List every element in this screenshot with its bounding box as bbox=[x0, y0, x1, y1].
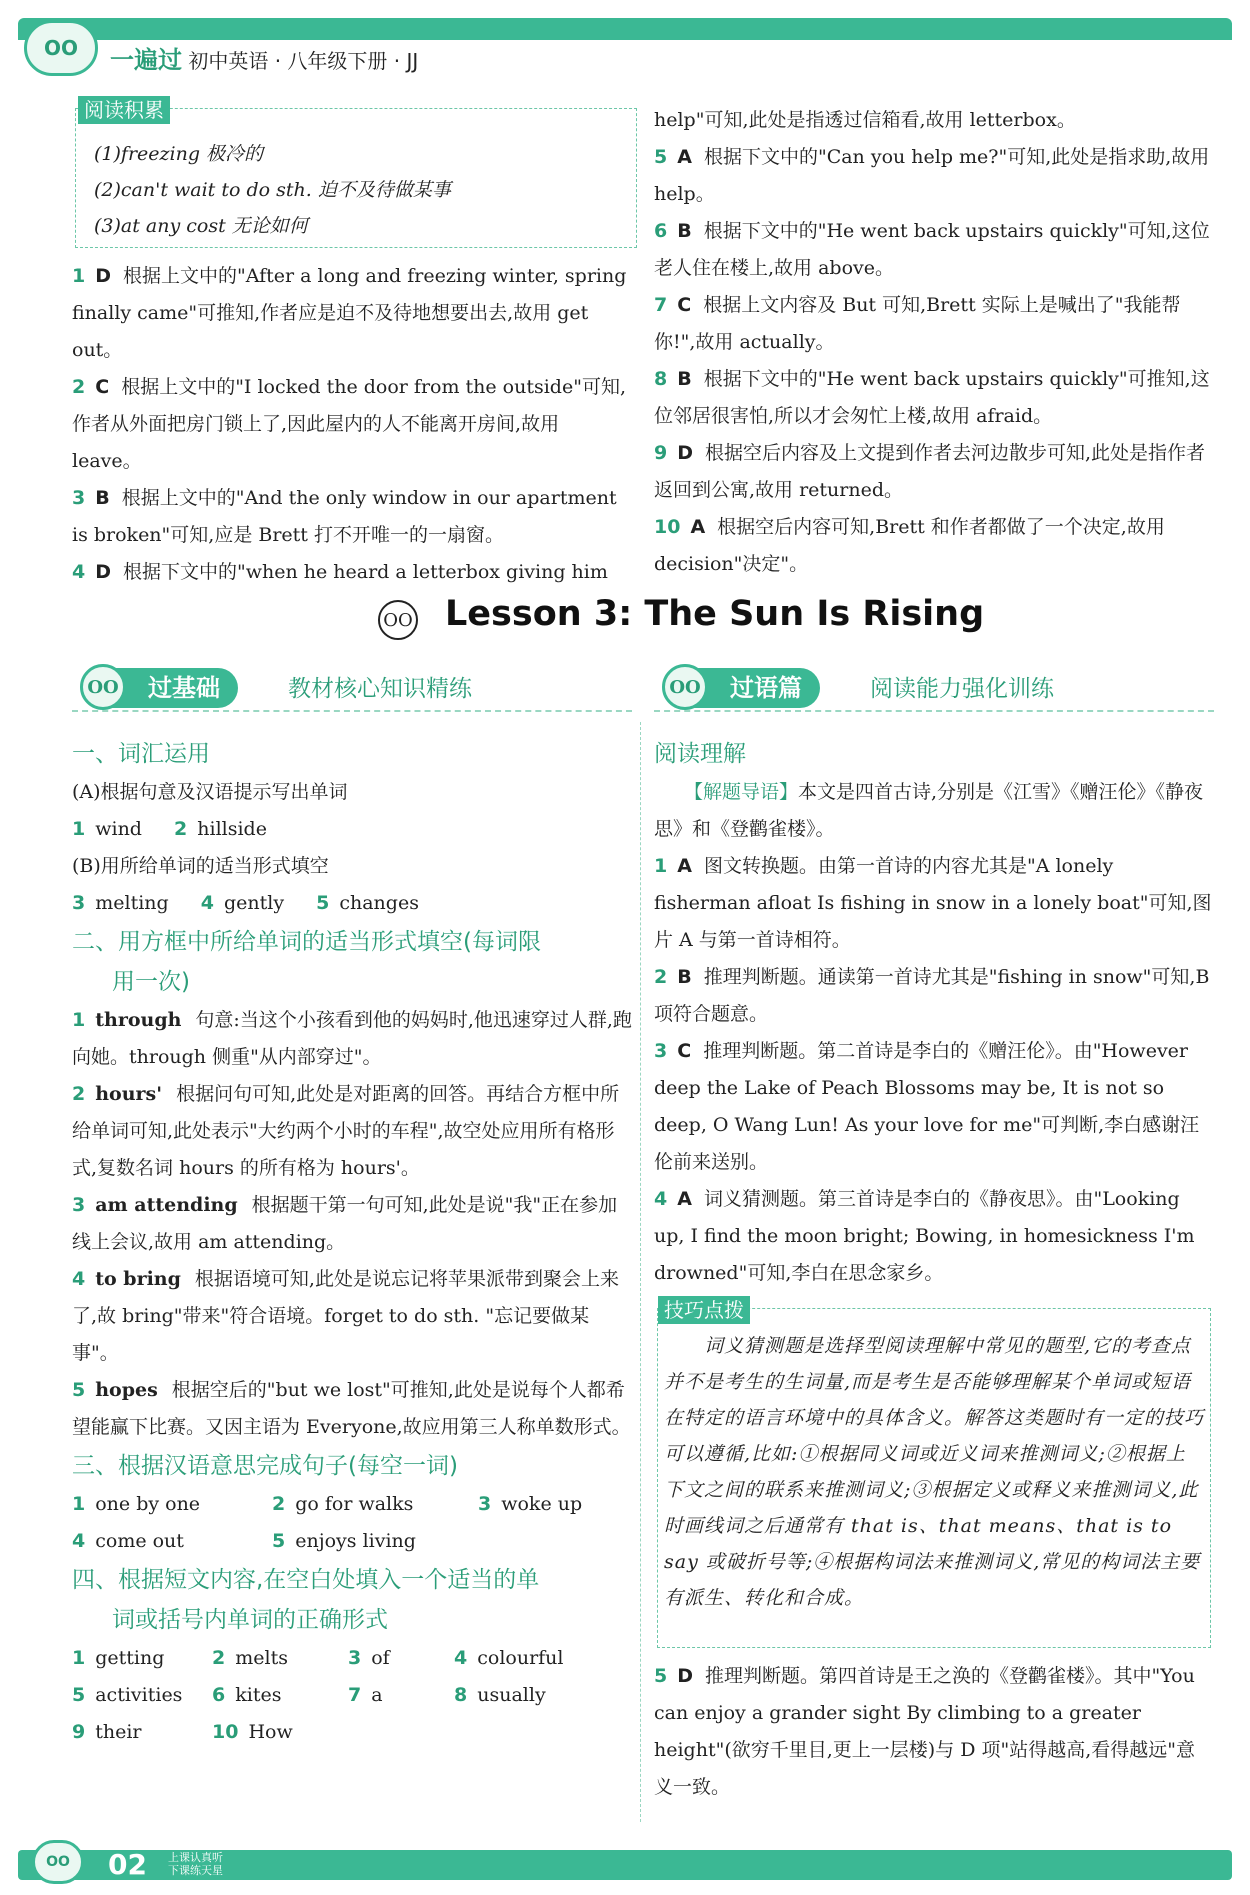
answer-row: 1 wind 2 hillside bbox=[72, 818, 267, 840]
answer-item: 1 A 图文转换题。由第一首诗的内容尤其是"A lonely fisherman afloat Is fishing in snow in a lonely boat"可知,图片 A 与第一首诗相符。 bbox=[654, 855, 1212, 951]
answer-item: 3 B 根据上文中的"And the only window in our apartment is broken"可知,应是 Brett 打不开唯一的一扇窗。 bbox=[72, 487, 617, 546]
section-title: 阅读理解 bbox=[654, 741, 746, 767]
banner-divider bbox=[654, 710, 1214, 712]
tip-text: 词义猜测题是选择型阅读理解中常见的题型,它的考查点并不是考生的生词量,而是考生是否能够理解某个单词或短语在特定的语言环境中的具体含义。解答这类题时有一定的技巧可以遵循,比如:①根据同义词或近义词来推测词义;②根据上下文之间的联系来推测词义;③根据定义或释义来推测词义,此时画线词之后通常有 that is、that means、that is to say 或破折号等;④根据构词法来推测词义,常见的构词法主要有派生、转化和合成。 bbox=[664, 1335, 1205, 1609]
banner-mascot-icon: OO bbox=[662, 664, 708, 710]
answer-item: 10 A 根据空后内容可知,Brett 和作者都做了一个决定,故用 decision"决定"。 bbox=[654, 516, 1165, 575]
page-footer bbox=[18, 1850, 1232, 1880]
tip-tag: 技巧点拨 bbox=[658, 1296, 750, 1324]
reading-content bbox=[654, 734, 1214, 1292]
banner-mascot-icon: OO bbox=[80, 664, 126, 710]
reading-accumulation-list bbox=[94, 136, 624, 244]
lesson-heading bbox=[0, 590, 1250, 644]
answer-item: 5 hopes 根据空后的"but we lost"可推知,此处是说每个人都希望能赢下比赛。又因主语为 Everyone,故应用第三人称单数形式。 bbox=[72, 1379, 631, 1438]
section-title-cont: 用一次) bbox=[112, 969, 190, 995]
answer-row: 1 getting 2 melts 3 of 4 colourful bbox=[72, 1647, 564, 1669]
lesson-mascot-icon: OO bbox=[378, 600, 418, 640]
answer-item: 5 A 根据下文中的"Can you help me?"可知,此处是指求助,故用 help。 bbox=[654, 146, 1210, 205]
answer-item: help"可知,此处是指透过信箱看,故用 letterbox。 bbox=[654, 109, 1076, 131]
answer-row: 1 one by one 2 go for walks 3 woke up bbox=[72, 1493, 583, 1515]
answer-item: 4 to bring 根据语境可知,此处是说忘记将苹果派带到聚会上来了,故 bring"带来"符合语境。forget to do sth. "忘记要做某事"。 bbox=[72, 1268, 619, 1364]
section-instruction: (B)用所给单词的适当形式填空 bbox=[72, 855, 329, 877]
answer-item: 1 through 句意:当这个小孩看到他的妈妈时,他迅速穿过人群,跑向她。through 侧重"从内部穿过"。 bbox=[72, 1009, 632, 1068]
banner-reading bbox=[654, 664, 1214, 712]
banner-basics-label: 过基础 bbox=[90, 668, 238, 708]
accumulation-item: (3)at any cost 无论如何 bbox=[94, 215, 308, 237]
footer-mascot-icon: OO bbox=[32, 1840, 84, 1884]
answer-item: 9 D 根据空后内容及上文提到作者去河边散步可知,此处是指作者返回到公寓,故用 returned。 bbox=[654, 442, 1206, 501]
section-title: 三、根据汉语意思完成句子(每空一词) bbox=[72, 1453, 458, 1479]
section-title-cont: 词或括号内单词的正确形式 bbox=[112, 1607, 388, 1633]
answer-row: 3 melting 4 gently 5 changes bbox=[72, 892, 419, 914]
answer-row: 9 their 10 How bbox=[72, 1721, 293, 1743]
answer-item: 1 D 根据上文中的"After a long and freezing winter, spring finally came"可推知,作者应是迫不及待地想要出去,故用 get out。 bbox=[72, 265, 627, 361]
column-divider bbox=[640, 722, 641, 1822]
accumulation-item: (2)can't wait to do sth. 迫不及待做某事 bbox=[94, 179, 451, 201]
banner-basics bbox=[72, 664, 632, 712]
book-title: 初中英语 · 八年级下册 · JJ bbox=[188, 49, 419, 73]
prev-answers-right bbox=[654, 102, 1214, 583]
footer-slogan: 上课认真听 下课练天星 bbox=[168, 1851, 223, 1877]
answer-item: 2 B 推理判断题。通读第一首诗尤其是"fishing in snow"可知,B 项符合题意。 bbox=[654, 966, 1210, 1025]
guide-paragraph: 【解题导语】本文是四首古诗,分别是《江雪》《赠汪伦》《静夜思》和《登鹳雀楼》。 bbox=[654, 781, 1204, 840]
banner-divider bbox=[72, 710, 632, 712]
answer-item: 2 C 根据上文中的"I locked the door from the outside"可知,作者从外面把房门锁上了,因此屋内的人不能离开房间,故用 leave。 bbox=[72, 376, 626, 472]
brand-name: 一遍过 bbox=[110, 46, 182, 74]
basics-content bbox=[72, 734, 632, 1751]
answer-item: 8 B 根据下文中的"He went back upstairs quickly"可推知,这位邻居很害怕,所以才会匆忙上楼,故用 afraid。 bbox=[654, 368, 1210, 427]
answer-item: 6 B 根据下文中的"He went back upstairs quickly"可知,这位老人住在楼上,故用 above。 bbox=[654, 220, 1210, 279]
section-title: 四、根据短文内容,在空白处填入一个适当的单 bbox=[72, 1567, 540, 1593]
answer-item: 7 C 根据上文内容及 But 可知,Brett 实际上是喊出了"我能帮你!",故用 actually。 bbox=[654, 294, 1181, 353]
header-title bbox=[110, 40, 418, 75]
section-title: 一、词汇运用 bbox=[72, 741, 210, 767]
section-instruction: (A)根据句意及汉语提示写出单词 bbox=[72, 781, 348, 803]
page-number: 02 bbox=[108, 1848, 147, 1881]
mascot-logo-icon: OO bbox=[24, 20, 98, 76]
answer-row: 5 activities 6 kites 7 a 8 usually bbox=[72, 1684, 546, 1706]
answer-item: 4 D 根据下文中的"when he heard a letterbox giving him bbox=[72, 561, 608, 583]
answer-item: 2 hours' 根据问句可知,此处是对距离的回答。再结合方框中所给单词可知,此处表示"大约两个小时的车程",故空处应用所有格形式,复数名词 hours 的所有格为 hours'。 bbox=[72, 1083, 620, 1179]
answer-row: 4 come out 5 enjoys living bbox=[72, 1530, 416, 1552]
reading-accumulation-tag: 阅读积累 bbox=[78, 96, 170, 124]
section-title: 二、用方框中所给单词的适当形式填空(每词限 bbox=[72, 929, 541, 955]
banner-basics-subtitle: 教材核心知识精练 bbox=[288, 676, 472, 702]
accumulation-item: (1)freezing 极冷的 bbox=[94, 143, 264, 165]
lesson-title: Lesson 3: The Sun Is Rising bbox=[445, 594, 985, 634]
answer-item: 3 am attending 根据题干第一句可知,此处是说"我"正在参加线上会议,故用 am attending。 bbox=[72, 1194, 618, 1253]
reading-item-5 bbox=[654, 1658, 1214, 1806]
answer-item: 3 C 推理判断题。第二首诗是李白的《赠汪伦》。由"However deep the Lake of Peach Blossoms may be, It is not so deep, O Wang Lun! As your love for me"可判断,李白感谢汪伦前来送别。 bbox=[654, 1040, 1200, 1173]
prev-answers-left bbox=[72, 258, 632, 591]
page-header bbox=[18, 18, 1232, 78]
banner-reading-subtitle: 阅读能力强化训练 bbox=[870, 676, 1054, 702]
answer-item: 5 D 推理判断题。第四首诗是王之涣的《登鹳雀楼》。其中"You can enjoy a grander sight By climbing to a greater height"(欲穷千里目,更上一层楼)与 D 项"站得越高,看得越远"意义一致。 bbox=[654, 1665, 1196, 1798]
answer-item: 4 A 词义猜测题。第三首诗是李白的《静夜思》。由"Looking up, I find the moon bright; Bowing, in homesickness I'm drowned"可知,李白在思念家乡。 bbox=[654, 1188, 1195, 1284]
banner-reading-label: 过语篇 bbox=[672, 668, 820, 708]
